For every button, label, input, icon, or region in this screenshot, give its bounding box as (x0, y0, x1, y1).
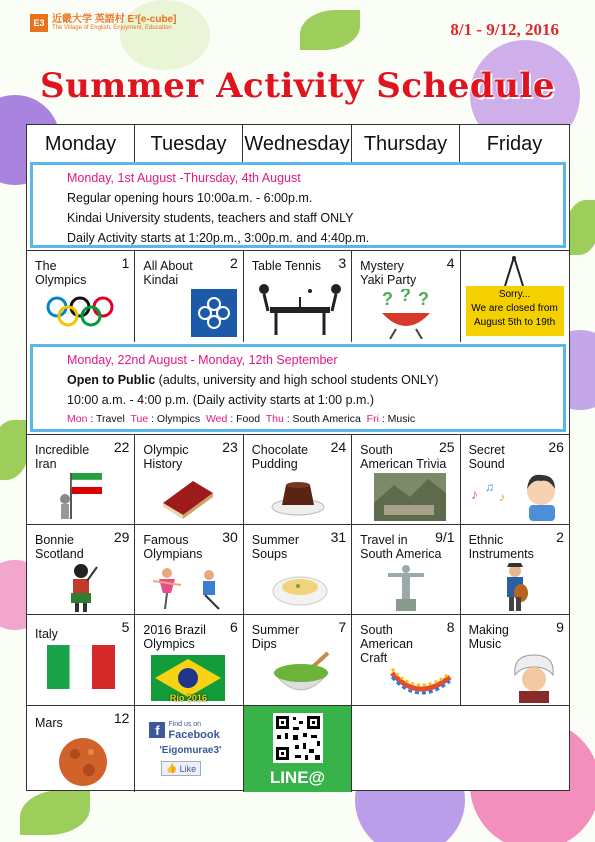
day-cell (27, 706, 135, 792)
day-cell (135, 435, 243, 525)
table-tennis-icon (254, 279, 346, 337)
qr-code-icon[interactable] (273, 713, 323, 763)
activity-label: Summer Dips (251, 623, 300, 651)
day-cell (352, 251, 460, 342)
period2-audience (67, 373, 563, 387)
legend-day: Tue (130, 413, 149, 425)
date-number: 7 (338, 619, 347, 635)
day-cell (135, 615, 243, 706)
facebook-name: Facebook (168, 729, 220, 741)
day-cell (27, 251, 135, 342)
e-cube-logo (30, 14, 176, 32)
beethoven-icon (507, 653, 561, 703)
date-number: 29 (113, 529, 130, 545)
period1-banner (30, 162, 566, 248)
activity-label: All About Kindai (143, 259, 193, 287)
header-monday: Monday (27, 125, 135, 163)
date-number: 6 (229, 619, 238, 635)
date-number: 2 (556, 529, 564, 545)
date-number: 8 (446, 619, 455, 635)
activity-label: Making Music (468, 623, 509, 651)
weekday-header (27, 125, 569, 163)
legend-topic: : Food (227, 413, 261, 425)
logo-subtitle: The Village of English, Enjoyment, Education (52, 25, 172, 32)
facebook-like-button[interactable] (161, 761, 201, 776)
period2-heading: Monday, 22nd August - Monday, 12th September (67, 353, 338, 367)
date-range: 8/1 - 9/12, 2016 (450, 20, 559, 39)
date-number: 12 (113, 710, 130, 726)
legend-day: Fri (366, 413, 379, 425)
closed-notice-line2: We are closed from (471, 303, 558, 314)
flower-decoration (120, 0, 210, 70)
activity-label: Travel in South America (360, 533, 442, 561)
day-cell (27, 435, 135, 525)
activity-label: The Olympics (35, 259, 87, 287)
svg-text:♪: ♪ (470, 486, 478, 502)
svg-text:?: ? (400, 289, 412, 305)
period1-activity-times: Daily Activity starts at 1:20p.m., 3:00p.m. and 4:40p.m. (67, 231, 370, 245)
week-row-4 (27, 614, 569, 706)
activity-label: Mars (35, 716, 63, 730)
open-to-public: Open to Public (67, 373, 156, 387)
facebook-cell (135, 706, 243, 792)
period2-banner (30, 344, 566, 432)
legend-day: Wed (205, 413, 228, 425)
date-number: 30 (222, 529, 238, 545)
olympic-rings-icon (45, 296, 117, 328)
header-wednesday: Wednesday (243, 125, 352, 163)
date-number: 26 (548, 439, 564, 455)
activity-label: Secret Sound (468, 443, 505, 471)
date-number: 25 (438, 439, 455, 455)
legend-topic: : Olympics (148, 413, 201, 425)
brazil-flag-icon (151, 655, 225, 701)
svg-text:♫: ♫ (484, 480, 494, 494)
facebook-block (149, 720, 221, 776)
bagpiper-icon (61, 563, 101, 613)
activity-label: Bonnie Scotland (35, 533, 84, 561)
day-cell (135, 251, 243, 342)
page-title: Summer Activity Schedule (40, 66, 555, 106)
activity-label: Ethnic Instruments (468, 533, 534, 561)
grill-icon (376, 289, 436, 339)
day-cell (352, 525, 460, 615)
leaf-decoration (300, 10, 360, 50)
christ-statue-icon (386, 563, 426, 613)
day-cell (461, 615, 569, 706)
activity-label: Chocolate Pudding (251, 443, 309, 471)
leaf-decoration (20, 790, 90, 835)
date-number: 24 (330, 439, 347, 455)
date-number: 9/1 (435, 529, 455, 545)
header-thursday: Thursday (352, 125, 460, 163)
legend-day: Mon (67, 413, 88, 425)
ruins-photo-icon (374, 473, 446, 521)
day-cell (135, 525, 243, 615)
closed-notice-line3: August 5th to 19th (473, 317, 556, 328)
day-cell (244, 525, 352, 615)
day-cell (27, 525, 135, 615)
line-cell (244, 706, 352, 792)
date-number: 1 (121, 255, 130, 271)
facebook-find: Find us on (168, 721, 202, 728)
bracelet-icon (388, 663, 454, 699)
listening-boy-icon (469, 469, 565, 521)
day-cell (461, 435, 569, 525)
svg-text:♪: ♪ (498, 490, 505, 504)
activity-label: Mystery Yaki Party (360, 259, 417, 287)
book-icon (159, 473, 217, 519)
soup-icon (272, 569, 328, 607)
legend-topic: : Music (378, 413, 416, 425)
empty-cell (352, 706, 569, 792)
date-number: 5 (121, 619, 130, 635)
theme-legend (67, 413, 563, 425)
svg-text:?: ? (418, 289, 430, 309)
period1-audience: Kindai University students, teachers and staff ONLY (67, 211, 354, 225)
day-cell (244, 251, 352, 342)
date-number: 3 (338, 255, 347, 271)
musician-icon (495, 563, 535, 613)
dip-bowl-icon (270, 651, 332, 703)
activity-label: 2016 Brazil Olympics (143, 623, 206, 651)
activity-label: South American Trivia (360, 443, 447, 471)
facebook-account: 'Eigomurae3' (159, 745, 222, 756)
activity-label: Summer Soups (251, 533, 300, 561)
mars-icon (57, 736, 109, 788)
activity-label: Incredible Iran (35, 443, 90, 471)
date-number: 2 (229, 255, 238, 271)
day-cell (244, 435, 352, 525)
date-number: 4 (446, 255, 455, 271)
iran-flag-icon (57, 469, 107, 521)
date-number: 22 (113, 439, 130, 455)
date-number: 31 (330, 529, 347, 545)
closed-notice (466, 286, 564, 336)
legend-topic: : South America (283, 413, 361, 425)
activity-label: Italy (35, 627, 58, 641)
schedule-calendar (26, 124, 570, 791)
audience-detail: (adults, university and high school students ONLY) (155, 373, 439, 387)
week-row-2 (27, 434, 569, 525)
period1-hours: Regular opening hours 10:00a.m. - 6:00p.m. (67, 191, 313, 205)
facebook-icon: f (149, 722, 165, 738)
date-number: 23 (222, 439, 238, 455)
day-cell (352, 615, 460, 706)
svg-text:?: ? (382, 289, 394, 309)
skaters-icon (149, 563, 231, 613)
activity-label: South American Craft (360, 623, 413, 665)
compass-icon (499, 254, 529, 288)
brazil-caption: Rio 2016 (169, 693, 207, 703)
day-cell (27, 615, 135, 706)
thumbs-up-icon: 👍 (166, 763, 178, 773)
logo-title: 近畿大学 英語村 E³[e-cube] (52, 14, 177, 26)
week-row-3 (27, 524, 569, 615)
legend-day: Thu (265, 413, 284, 425)
week-row-5 (27, 705, 569, 792)
logo-mark: E3 (30, 14, 48, 32)
day-cell (244, 615, 352, 706)
day-cell-closed (461, 251, 569, 342)
period2-hours: 10:00 a.m. - 4:00 p.m. (Daily activity starts at 1:00 p.m.) (67, 393, 375, 407)
like-label: Like (179, 763, 197, 774)
date-number: 9 (556, 619, 564, 635)
day-cell (352, 435, 460, 525)
header-tuesday: Tuesday (135, 125, 243, 163)
pudding-icon (270, 475, 326, 517)
activity-label: Famous Olympians (143, 533, 203, 561)
closed-notice-line1: Sorry... (498, 289, 531, 300)
kindai-logo-icon (191, 289, 237, 337)
activity-label: Table Tennis (251, 259, 322, 273)
activity-label: Olympic History (143, 443, 189, 471)
line-label: LINE@ (269, 768, 326, 787)
header-friday: Friday (486, 132, 543, 155)
italy-flag-icon (47, 645, 115, 689)
legend-topic: : Travel (87, 413, 125, 425)
period1-heading: Monday, 1st August -Thursday, 4th August (67, 171, 301, 185)
day-cell (461, 525, 569, 615)
week-row-1 (27, 250, 569, 342)
